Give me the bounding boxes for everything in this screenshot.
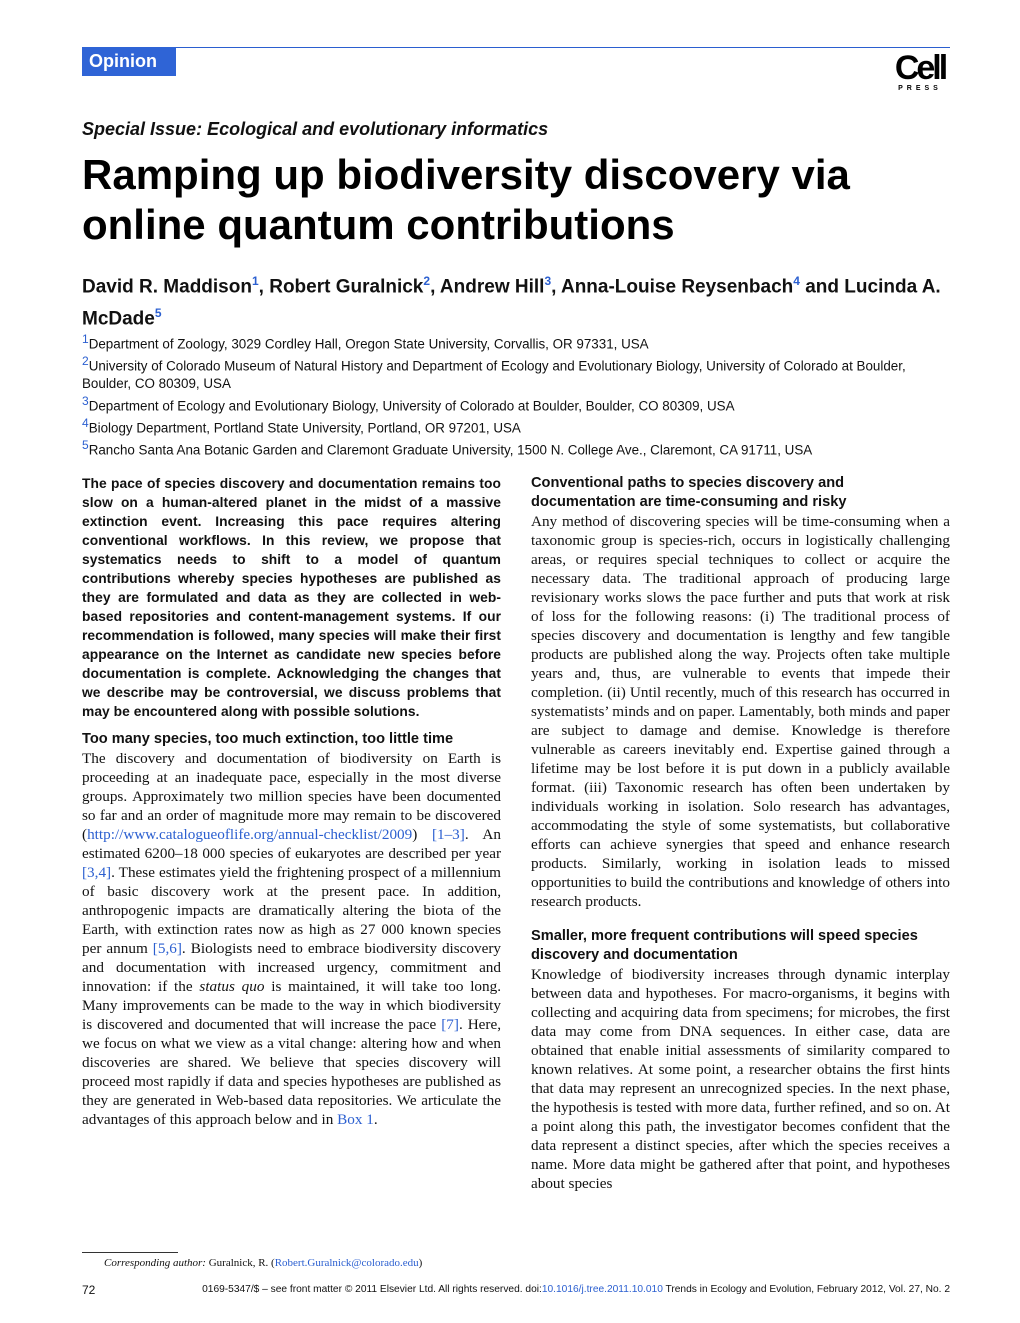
affiliations [82, 331, 954, 459]
abstract: The pace of species discovery and documentation remains too slow on a human-altered planet in the midst of a massive extinction event. Increasing this pace requires altering conventional workflows. In this review, we propose that systematics needs to shift to a model of quantum contributions whereby species hypotheses are published as they are formulated and data as they are collected in web-based repositories and content-management systems. If our recommendation is followed, many species will make their first appearance on the Internet as candidate new species before documentation is complete. Acknowledging the changes that we describe may be controversial, we discuss problems that may be encountered along with possible solutions. [82, 476, 501, 719]
affiliation-item: $^3$Department of Ecology and Evolutionary Biology, University of Colorado at Boulder, Boulder, CO 80309, USA [82, 393, 735, 414]
affiliation-item: $^5$Rancho Santa Ana Botanic Garden and Claremont Graduate University, 1500 N. College Ave., Claremont, CA 91711, USA [82, 437, 813, 458]
citation-link[interactable]: [7] [441, 1016, 459, 1033]
section-heading: Smaller, more frequent contributions will speed species discovery and documentation [531, 928, 918, 963]
email-link[interactable]: Robert.Guralnick@colorado.edu [274, 1257, 419, 1269]
doi-link[interactable]: 10.1016/j.tree.2011.10.010 [541, 1284, 663, 1295]
special-issue-label: Special Issue: Ecological and evolutionary informatics [82, 119, 549, 139]
author-affil-marker: 4 [793, 274, 800, 288]
author-name: Anna-Louise Reysenbach [560, 276, 794, 298]
logo-wordmark: Cell [894, 49, 946, 87]
author-name: Lucinda A. McDade [82, 276, 941, 330]
author-list: David R. Maddison$^1$, Robert Guralnick$^2$, Andrew Hill$^3$, Anna-Louise Reysenbach$^4$ and Lucinda A. McDade$^5$ [82, 274, 941, 330]
article-title: Ramping up biodiversity discovery via online quantum contributions [82, 151, 850, 248]
body-paragraph: Any method of discovering species will be time-consuming when a taxonomic group is species-rich, occurs in logistically challenging areas, or requires special techniques to collect or acquire the necessary data. The traditional approach of producing large revisionary works slows the pace further and puts that work at risk of loss for the following reasons: (i) The traditional process of species discovery and documentation is lengthy and few tangible products are published along the way. Projects often take multiple years and, thus, are vulnerable to events that impede their completion. (ii) Until recently, much of this research has occurred in systematists’ minds and on paper. Lamentably, both minds and paper are subject to damage and demise. Knowledge is therefore vulnerable as careers inevitably end. Expertise gained through a lifetime may be lost before it is put down in a publicly available format. (iii) Taxonomic research has often been undertaken by individuals working in isolation. Solo research has advantages, accommodating the style of some systematists, but collaborative efforts can achieve synergies that speed and enhance research products. Similarly, working in isolation leads to missed opportunities to build the contributions and knowledge of others into research products. [531, 513, 950, 910]
author-affil-marker: 5 [154, 306, 162, 321]
logo-subtitle: PRESS [898, 85, 942, 92]
footnote-rule [82, 1252, 178, 1253]
citation-link[interactable]: [5,6] [152, 940, 182, 957]
left-column [82, 474, 501, 1129]
affiliation-item: $^1$Department of Zoology, 3029 Cordley Hall, Oregon State University, Corvallis, OR 97331, USA [82, 332, 649, 352]
page-number: 72 [82, 1283, 96, 1297]
body-paragraph: The discovery and documentation of biodiversity on Earth is proceeding at an inadequate pace, especially in the most diverse groups. Approximately two million species have been documented so far and an order of magnitude more may remain to be discovered (http://www.catalogueoflife.org/annual-checklist/2009) [1–3]. An estimated 6200–18 000 species of eukaryotes are described per year [3,4]. These estimates yield the frightening prospect of a millennium of basic discovery work at the present pace. In addition, anthropogenic impacts are dramatically altering the biota of the Earth, with extinction rates now as high as 27 000 known species per annum [5,6]. Biologists need to embrace biodiversity discovery and documentation with increased urgency, commitment and innovation: if the status quo is maintained, it will take too long. Many improvements can be made to the way in which biodiversity is discovered and documented that will increase the pace [7]. Here, we focus on what we view as a vital change: altering how and when discoveries are shared. We believe that species discovery will proceed most rapidly if data and species hypotheses are published as they are generated in Web-based data repositories. We articulate the advantages of this approach below and in Box 1. [82, 750, 502, 1128]
author-affil-marker: 3 [544, 274, 552, 288]
footer-meta: 0169-5347/$ – see front matter © 2011 Elsevier Ltd. All rights reserved. doi:10.1016/j.tree.2011.10.010 Trends in Ecology and Evolution, February 2012, Vol. 27, No. 2 [202, 1284, 950, 1295]
author-name: David R. Maddison [82, 276, 252, 298]
affiliation-item: $^4$Biology Department, Portland State University, Portland, OR 97201, USA [82, 415, 521, 436]
author-affil-marker: 2 [423, 274, 431, 288]
affiliation-item: $^2$University of Colorado Museum of Natural History and Department of Ecology and Evolutionary Biology, University of Colorado at Boulder, Boulder, CO 80309, USA [82, 354, 906, 392]
author-name: Andrew Hill [439, 276, 545, 298]
section-heading: Too many species, too much extinction, too little time [82, 731, 454, 747]
header-rule [176, 47, 950, 48]
box-link[interactable]: Box 1 [337, 1111, 374, 1128]
cell-press-logo [889, 49, 951, 96]
corresponding-author-note: Corresponding author: Guralnick, R. (Robert.Guralnick@colorado.edu) [104, 1257, 423, 1269]
citation-link[interactable]: [1–3] [431, 826, 465, 843]
section-tag: Opinion [82, 47, 176, 76]
author-name: Robert Guralnick [269, 276, 424, 298]
right-column [531, 474, 950, 1193]
section-heading: Conventional paths to species discovery and documentation are time-consuming and risky [531, 475, 847, 510]
citation-link[interactable]: [3,4] [82, 864, 112, 881]
url-link[interactable]: http://www.catalogueoflife.org/annual-checklist/2009 [87, 826, 413, 843]
body-paragraph: Knowledge of biodiversity increases through dynamic interplay between data and hypotheses. For macro-organisms, it begins with collecting and acquiring data from specimens; for microbes, the first data may come from DNA sequences. In either case, data are obtained that enable initial assessments of similarity compared to known relatives. At some point, a researcher obtains the first hints that data may represent an unrecognized species. In the next phase, the hypothesis is tested with more data, further refined, and so on. At a point along this path, the investigator becomes confident that the data represent a distinct species, after which the species receives a name. More data might be gathered after that point, and hypotheses about species [531, 966, 950, 1192]
author-affil-marker: 1 [251, 274, 259, 288]
